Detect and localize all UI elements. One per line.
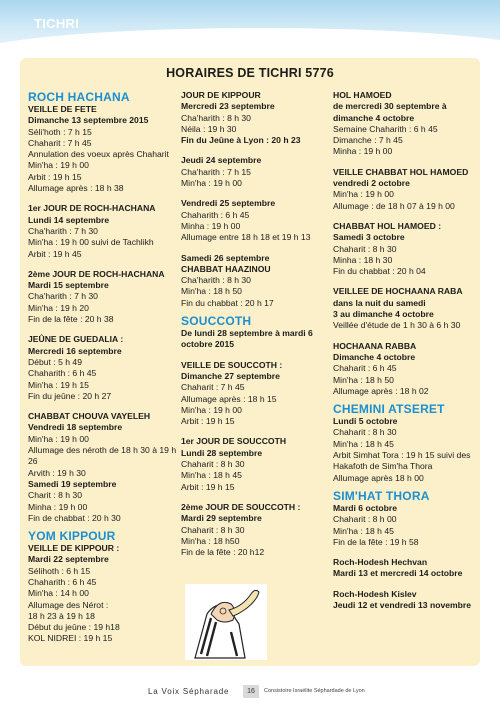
schedule-line: KOL NIDREI : 19 h 15 (28, 633, 113, 644)
schedule-line: Dimanche : 7 h 45 (333, 135, 403, 146)
schedule-line: Chaharith : 6 h 45 (181, 209, 250, 220)
section-heading: YOM KIPPOUR (28, 529, 116, 544)
schedule-line: Min'ha : 18 h 45 (333, 438, 394, 449)
section-tab: TICHRI (34, 16, 80, 31)
schedule-line: Allumage entre 18 h 18 et 19 h 13 (181, 232, 311, 243)
schedule-subheading: Vendredi 25 septembre (181, 198, 276, 209)
schedule-subheading: VEILLE CHABBAT HOL HAMOED (333, 166, 469, 177)
schedule-line: Cha'harith : 7 h 15 (181, 166, 251, 177)
schedule-line: Sélihoth : 6 h 15 (28, 565, 91, 576)
schedule-line: Chaharit : 8 h 30 (333, 427, 397, 438)
schedule-line: Min'ha : 19 h 00 (28, 160, 89, 171)
block-spacer (181, 493, 331, 502)
schedule-block (181, 155, 331, 189)
block-spacer (28, 325, 178, 334)
schedule-line: Min'ha : 19 h 00 (181, 404, 242, 415)
schedule-subheading: 2ème JOUR DE ROCH-HACHANA (28, 268, 165, 279)
schedule-line: Min'ha : 18 h 45 (333, 525, 394, 536)
schedule-line: Min'ha : 19 h 20 (28, 302, 89, 313)
schedule-line: Fin de la fête : 20 h12 (181, 547, 265, 558)
section-heading: CHEMINI ATSERET (333, 402, 445, 417)
block-spacer (333, 332, 478, 341)
schedule-block (333, 557, 478, 580)
schedule-subheading: Roch-Hodesh Kislev (333, 588, 417, 599)
schedule-line: Minha : 19 h 00 (333, 146, 393, 157)
schedule-line: Min'ha : 19 h 15 (28, 379, 89, 390)
schedule-line: Début : 5 h 49 (28, 356, 82, 367)
schedule-line: Cha'harith : 8 h 30 (181, 275, 251, 286)
schedule-block (181, 436, 331, 492)
schedule-line: Arbit Simhat Tora : 19 h 15 suivi des Hakafoth de Sim'ha Thora (333, 450, 471, 472)
schedule-subheading: Dimanche 4 octobre (333, 351, 416, 362)
schedule-line: Min'ha : 19 h 00 (28, 433, 89, 444)
schedule-subheading: de mercredi 30 septembre à dimanche 4 octobre (333, 101, 447, 123)
schedule-line: Chaharit : 7 h 45 (181, 382, 245, 393)
schedule-block (28, 90, 178, 194)
schedule-line: Fin de la fête : 20 h 38 (28, 314, 114, 325)
section-heading: ROCH HACHANA (28, 90, 130, 104)
schedule-line: Min'ha : 14 h 00 (28, 588, 89, 599)
schedule-subheading: VEILLE DE FETE (28, 104, 97, 114)
schedule-subheading: HOL HAMOED (333, 90, 392, 100)
schedule-line: Annulation des voeux après Chaharit (28, 149, 169, 160)
schedule-subheading: CHABBAT CHOUVA VAYELEH (28, 411, 151, 422)
schedule-subheading: 1er JOUR DE ROCH-HACHANA (28, 203, 156, 214)
schedule-line: Fin du chabbat : 20 h 04 (333, 266, 426, 277)
schedule-line: Minha : 18 h 30 (333, 254, 393, 265)
schedule-line: Min'ha : 18 h50 (181, 535, 240, 546)
schedule-subheading: Mercredi 16 septembre (28, 345, 122, 356)
schedule-line: Minha : 19 h 00 (181, 220, 241, 231)
schedule-line: Chaharit : 8 h 30 (181, 459, 245, 470)
block-spacer (333, 548, 478, 557)
schedule-line: Charit : 8 h 30 (28, 490, 82, 501)
schedule-line: Min'ha : 19 h 00 suivi de Tachlikh (28, 237, 154, 248)
schedule-subheading: Dimanche 27 septembre (181, 370, 280, 381)
schedule-block (181, 198, 331, 243)
schedule-subheading: Dimanche 13 septembre 2015 (28, 115, 149, 126)
schedule-line: Début du jeûne : 19 h18 (28, 622, 120, 633)
column-1 (28, 90, 178, 645)
schedule-subheading: CHABBAT HAAZINOU (181, 263, 271, 274)
schedule-block (28, 411, 178, 524)
schedule-block (333, 90, 478, 158)
schedule-line: Min'ha : 18 h 45 (181, 470, 242, 481)
schedule-line: Fin du jeûne : 20 h 27 (28, 390, 112, 401)
schedule-subheading: Samedi 26 septembre (181, 252, 270, 263)
schedule-line: Allumage après : 18 h 02 (333, 385, 429, 396)
schedule-block (181, 253, 331, 309)
schedule-line: Cha'harith : 8 h 30 (181, 112, 251, 123)
block-spacer (181, 351, 331, 360)
block-spacer (181, 427, 331, 436)
schedule-line: Chaharit : 8 h 30 (181, 524, 245, 535)
schedule-subheading: vendredi 2 octobre (333, 178, 410, 189)
schedule-line: Minha : 19 h 00 (28, 501, 88, 512)
shofar-blower-illustration (185, 584, 267, 660)
block-spacer (333, 158, 478, 167)
organization-name: Consistoire Israélite Séphardade de Lyon (264, 688, 365, 694)
schedule-line: Séli'hoth : 7 h 15 (28, 126, 92, 137)
schedule-line: Chaharit : 7 h 45 (28, 137, 92, 148)
schedule-block (333, 589, 478, 612)
schedule-line: Allumage des néroth de 18 h 30 à 19 h 26 (28, 445, 177, 467)
schedule-line: 18 h 23 à 19 h 18 (28, 610, 95, 621)
schedule-block (181, 90, 331, 146)
magazine-name: La Voix Sépharade (148, 687, 230, 696)
schedule-line: Fin de la fête : 19 h 58 (333, 536, 419, 547)
schedule-line: Arbit : 19 h 15 (181, 416, 235, 427)
schedule-subheading: 3 au dimanche 4 octobre (333, 309, 434, 320)
schedule-block (181, 502, 331, 558)
column-3 (333, 90, 478, 611)
schedule-block (333, 221, 478, 277)
schedule-line: Cha'harith : 7 h 30 (28, 225, 98, 236)
schedule-line: Chaharith : 6 h 45 (28, 576, 97, 587)
block-spacer (333, 580, 478, 589)
schedule-block (333, 286, 478, 331)
schedule-block (28, 334, 178, 402)
schedule-subheading: Lundi 28 septembre (181, 447, 263, 458)
schedule-subheading: Mardi 22 septembre (28, 554, 109, 565)
schedule-line: Chaharit : 8 h 30 (333, 243, 397, 254)
schedule-subheading: 1er JOUR DE SOUCCOTH (181, 436, 287, 447)
schedule-block (333, 489, 478, 548)
schedule-line: Min'ha : 18 h 50 (333, 374, 394, 385)
schedule-subheading: Jeudi 12 et vendredi 13 novembre (333, 599, 472, 610)
block-spacer (28, 402, 178, 411)
schedule-subheading: JOUR DE KIPPOUR (181, 90, 261, 100)
column-2 (181, 90, 331, 558)
schedule-subheading: VEILLE DE KIPPOUR : (28, 543, 120, 554)
schedule-block (28, 529, 178, 645)
schedule-line: Chaharit : 6 h 45 (333, 363, 397, 374)
schedule-line: Fin du chabbat : 20 h 17 (181, 297, 274, 308)
schedule-block (333, 402, 478, 484)
block-spacer (181, 189, 331, 198)
footer (0, 685, 500, 701)
block-spacer (28, 194, 178, 203)
schedule-line: Allumage des Nérot : (28, 599, 109, 610)
schedule-subheading: Roch-Hodesh Hechvan (333, 557, 428, 568)
schedule-block (28, 269, 178, 325)
page-number: 16 (243, 685, 259, 698)
schedule-subheading: VEILLE DE SOUCCOTH : (181, 359, 283, 370)
schedule-line: Allumage après : 18 h 15 (181, 393, 277, 404)
schedule-line: Arbit : 19 h 45 (28, 248, 82, 259)
schedule-line: Veillée d'étude de 1 h 30 à 6 h 30 (333, 320, 461, 331)
schedule-line: Min'ha : 19 h 00 (181, 178, 242, 189)
page-title: HORAIRES DE TICHRI 5776 (166, 66, 334, 80)
block-spacer (181, 146, 331, 155)
schedule-subheading: Vendredi 18 septembre (28, 422, 123, 433)
schedule-line: Min'ha : 18 h 50 (181, 286, 242, 297)
schedule-subheading: Samedi 3 octobre (333, 232, 405, 243)
schedule-subheading: HOCHAANA RABBA (333, 340, 417, 351)
schedule-block (181, 314, 331, 351)
schedule-line: Allumage : de 18 h 07 à 19 h 00 (333, 200, 455, 211)
schedule-subheading: Samedi 19 septembre (28, 478, 117, 489)
schedule-subheading: Jeudi 24 septembre (181, 155, 262, 166)
schedule-subheading: Mardi 15 septembre (28, 280, 109, 291)
schedule-subheading: Lundi 14 septembre (28, 214, 110, 225)
schedule-line: Fin de chabbat : 20 h 30 (28, 512, 121, 523)
schedule-line: Arvith : 19 h 30 (28, 467, 86, 478)
schedule-line: Allumage après : 18 h 38 (28, 183, 124, 194)
schedule-line: Semaine Chaharith : 6 h 45 (333, 123, 438, 134)
schedule-block (181, 360, 331, 428)
schedule-subheading: CHABBAT HOL HAMOED : (333, 220, 442, 231)
schedule-line: Arbit : 19 h 15 (28, 171, 82, 182)
schedule-subheading: VEILLEE DE HOCHAANA RABA (333, 286, 463, 297)
schedule-line: Arbit : 19 h 15 (181, 481, 235, 492)
schedule-line: Min'ha : 19 h 00 (333, 189, 394, 200)
schedule-subheading: JEÛNE DE GUEDALIA : (28, 334, 124, 345)
schedule-subheading: De lundi 28 septembre à mardi 6 octobre 2015 (181, 328, 313, 350)
schedule-line: Allumage après 18 h 00 (333, 472, 424, 483)
schedule-subheading: Lundi 5 octobre (333, 416, 398, 427)
schedule-subheading: 2ème JOUR DE SOUCCOTH : (181, 501, 301, 512)
block-spacer (181, 244, 331, 253)
schedule-subheading: Mardi 6 octobre (333, 502, 397, 513)
block-spacer (333, 277, 478, 286)
block-spacer (333, 212, 478, 221)
schedule-block (28, 203, 178, 259)
schedule-line: Chaharith : 6 h 45 (28, 368, 97, 379)
schedule-line: Cha'harith : 7 h 30 (28, 291, 98, 302)
schedule-subheading: Mardi 13 et mercredi 14 octobre (333, 568, 463, 579)
schedule-subheading: Mercredi 23 septembre (181, 101, 275, 112)
schedule-line: Chaharit : 8 h 00 (333, 514, 397, 525)
section-heading: SOUCCOTH (181, 314, 252, 329)
section-heading: SIM'HAT THORA (333, 488, 430, 503)
schedule-subheading: Mardi 29 septembre (181, 513, 262, 524)
schedule-block (333, 341, 478, 397)
schedule-line: Néila : 19 h 30 (181, 123, 237, 134)
schedule-block (333, 167, 478, 212)
block-spacer (28, 260, 178, 269)
schedule-subheading: dans la nuit du samedi (333, 297, 426, 308)
schedule-subheading: Fin du Jeûne à Lyon : 20 h 23 (181, 135, 301, 146)
